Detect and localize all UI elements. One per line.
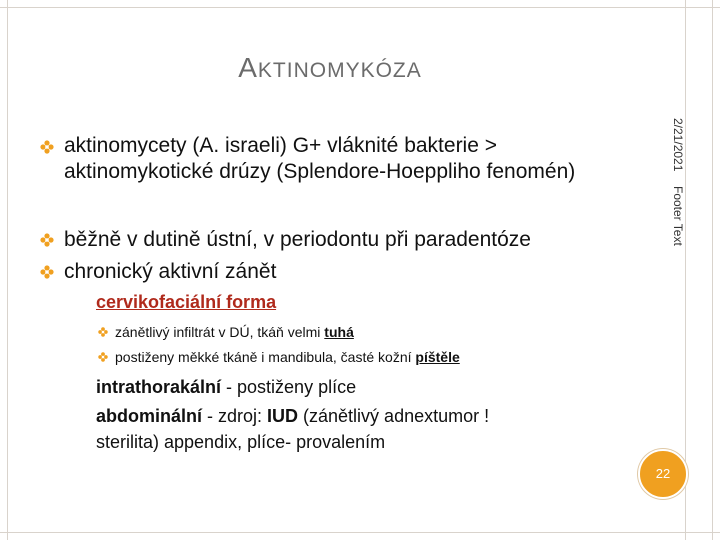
bullet-text-1: aktinomycety (A. israeli) G+ vláknité bakterie > aktinomykotické drúzy (Splendore-Hoeppliho fenomén) xyxy=(64,134,576,183)
frame-line-right-outer xyxy=(712,0,713,540)
slide-footer: Footer Text xyxy=(671,186,685,246)
intrathorakalni-rest: - postiženy plíce xyxy=(221,377,357,397)
slide-title xyxy=(0,52,660,84)
flower-bullet-icon xyxy=(98,327,108,337)
abdominalni-bold: abdominální xyxy=(96,406,203,426)
abdominalni-iud: IUD xyxy=(267,406,299,426)
cervik-item-1 xyxy=(115,323,354,341)
cervikofacialni-heading: cervikofaciální forma xyxy=(96,292,277,312)
flower-bullet-icon xyxy=(40,265,54,279)
flower-bullet-icon xyxy=(40,233,54,247)
cervik-item-2-text: postiženy měkké tkáně i mandibula, časté kožní xyxy=(115,349,416,365)
abdominalni-mid: - zdroj: xyxy=(202,406,268,426)
cervik-item-2-emph: píštěle xyxy=(415,349,460,365)
flower-bullet-icon xyxy=(98,352,108,362)
flower-bullet-icon xyxy=(40,140,54,154)
bullet-text-2: běžně v dutině ústní, v periodontu při paradentóze xyxy=(64,228,531,251)
intrathorakalni-line xyxy=(96,375,356,399)
cervik-item-2 xyxy=(115,348,460,366)
cervik-item-1-emph: tuhá xyxy=(324,324,354,340)
abdominalni-continuation: sterilita) appendix, plíce- provalením xyxy=(96,432,386,452)
abdominalni-line xyxy=(96,404,489,428)
frame-line-right-inner xyxy=(685,0,686,540)
abdominalni-rest: (zánětlivý adnextumor ! xyxy=(298,406,490,426)
cervik-item-1-text: zánětlivý infiltrát v DÚ, tkáň velmi xyxy=(115,324,325,340)
slide-title-rest: KTINOMYKÓZA xyxy=(257,59,422,82)
slide-title-initial: A xyxy=(238,52,258,83)
frame-line-top xyxy=(0,7,720,8)
bullet-text-3: chronický aktivní zánět xyxy=(64,260,277,283)
intrathorakalni-bold: intrathorakální xyxy=(96,377,222,397)
slide-date: 2/21/2021 xyxy=(671,118,685,172)
frame-line-bottom xyxy=(0,532,720,533)
page-number-badge: 22 xyxy=(638,449,688,499)
